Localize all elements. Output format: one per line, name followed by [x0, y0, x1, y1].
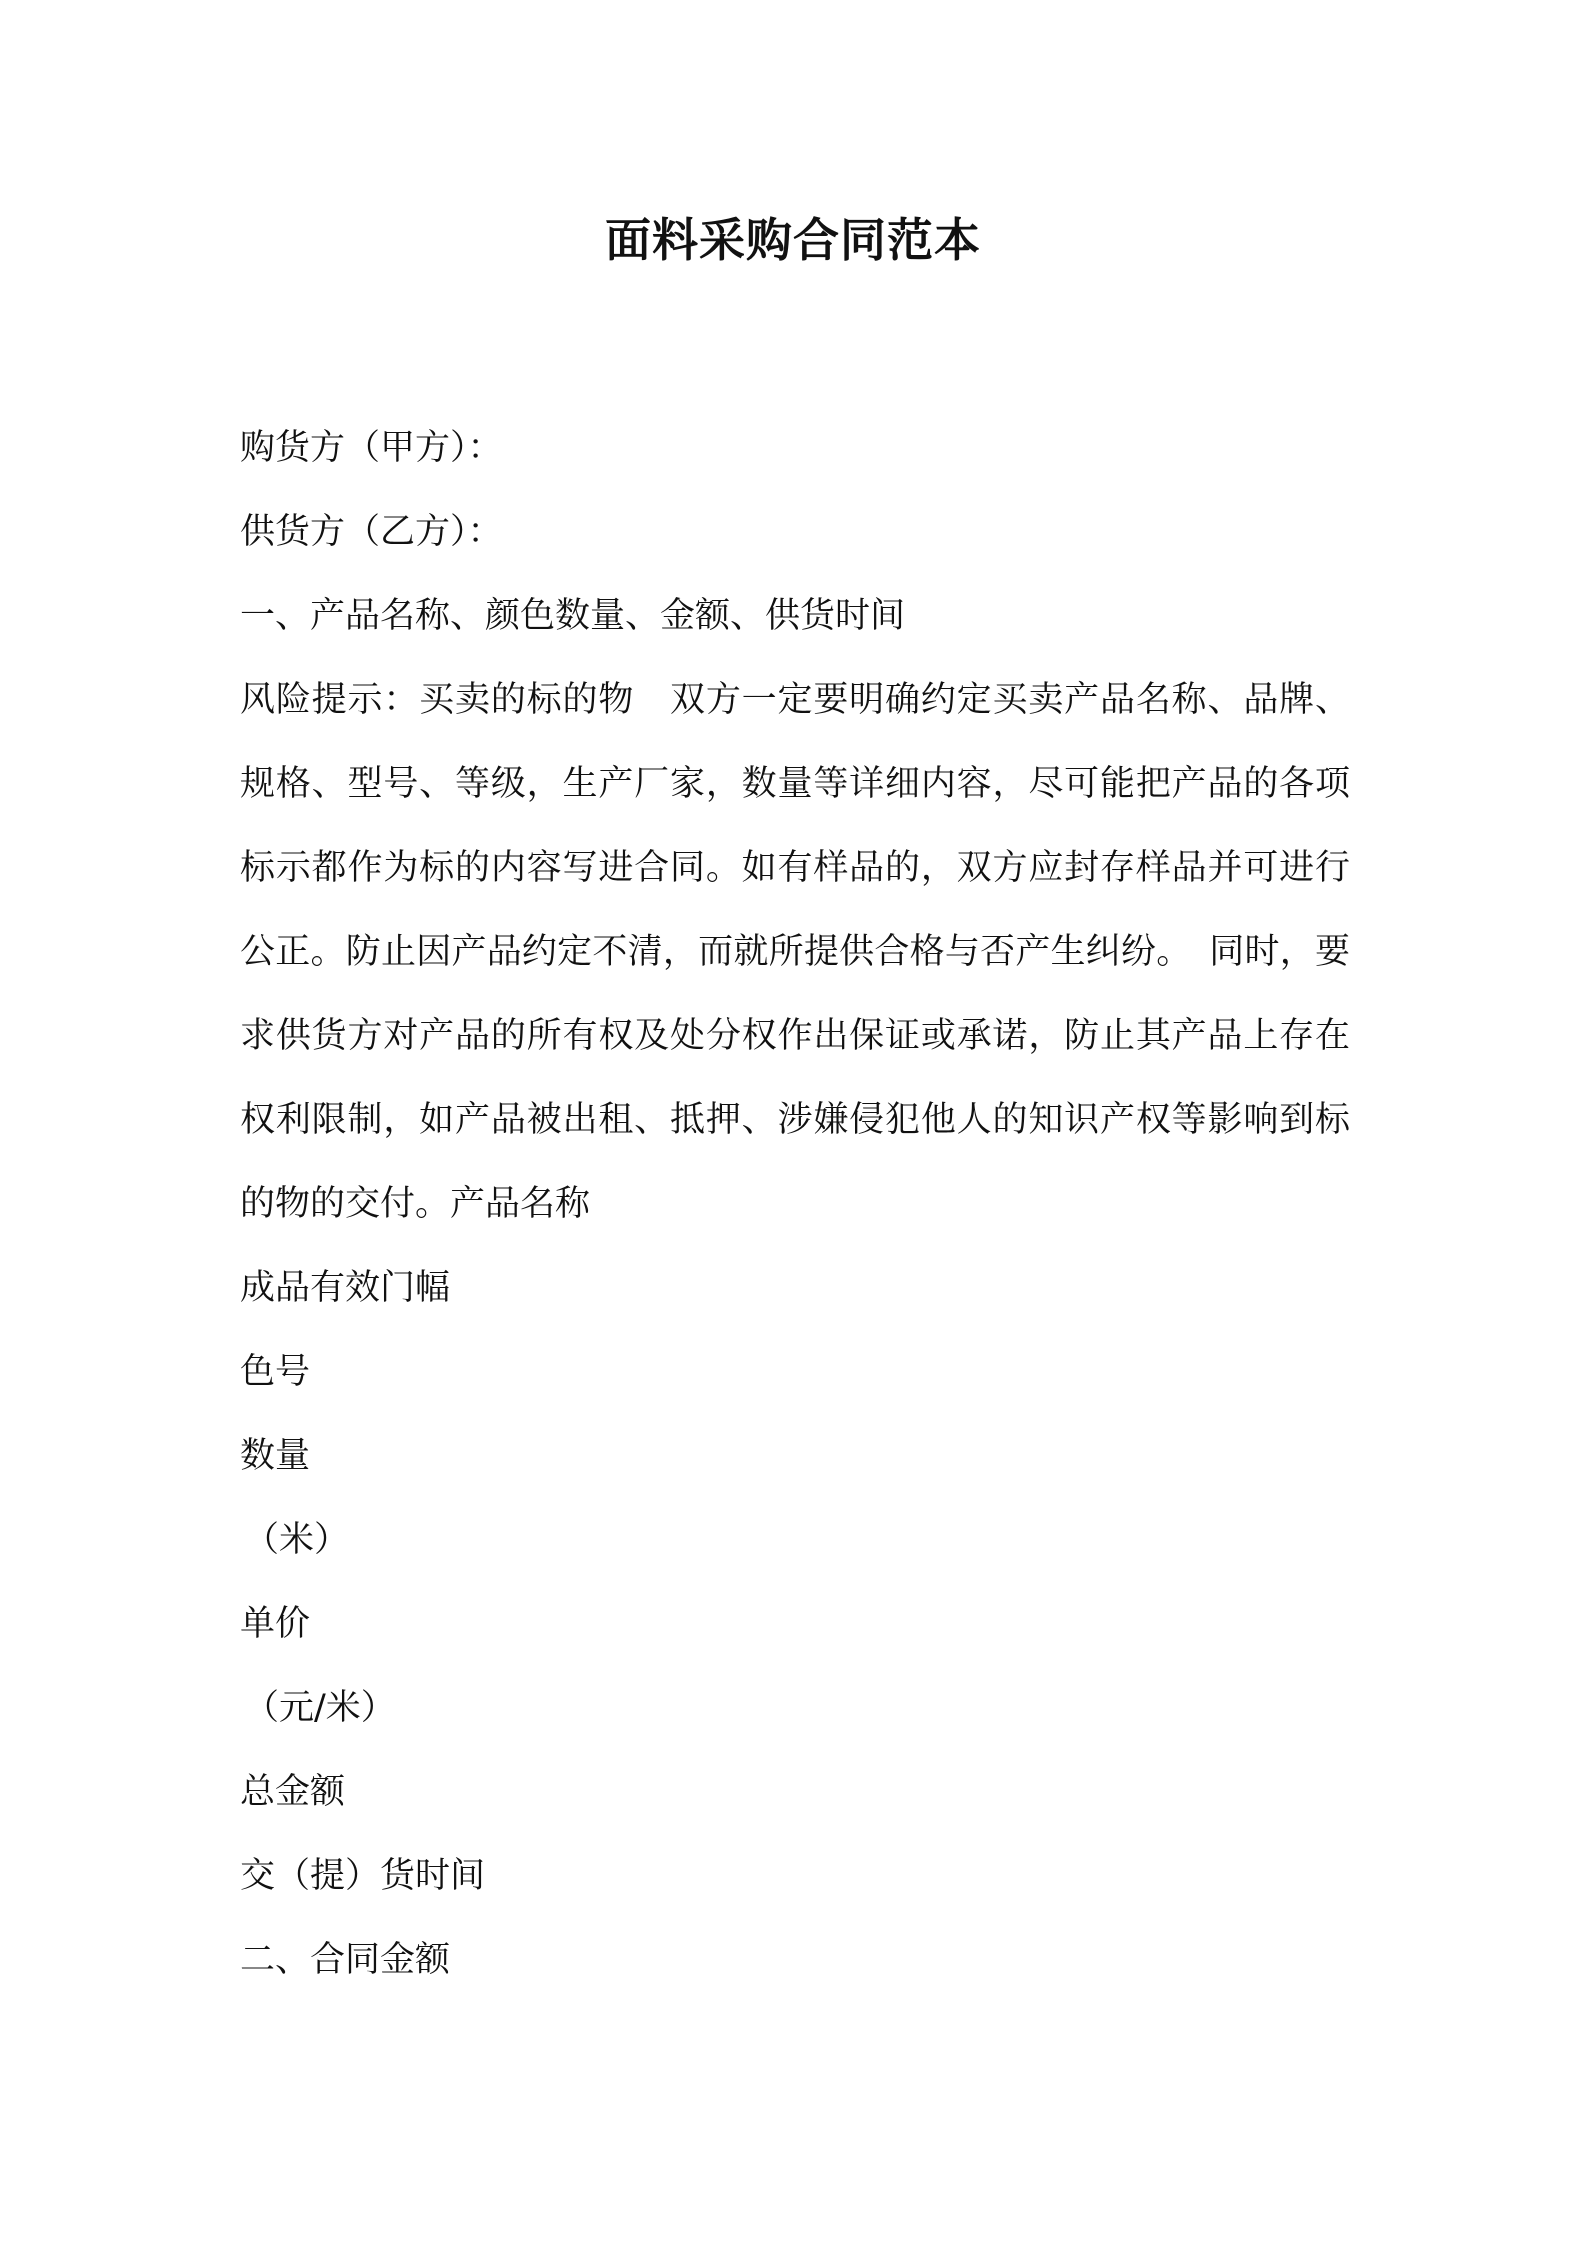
section-1-heading: 一、产品名称、颜色数量、金额、供货时间	[240, 596, 906, 636]
field-quantity: 数量	[240, 1436, 311, 1476]
risk-note-paragraph: 风险提示：买卖的标的物 双方一定要明确约定买卖产品名称、品牌、规格、型号、等级，生产厂家，数量等详细内容，尽可能把产品的各项标示都作为标的内容写进合同。如有样品的，双方应封存样品并可进行公正。防止因产品约定不清，而就所提供合格与否产生纠纷。 同时，要求供货方对产品的所有权及处分权作出保证或承诺，防止其产品上存在权利限制，如产品被出租、抵押、涉嫌侵犯他人的知识产权等影响到标的物的交付。产品名称	[240, 680, 1350, 1224]
field-effective-width: 成品有效门幅	[240, 1268, 451, 1308]
field-total-amount: 总金额	[240, 1772, 346, 1812]
document-body	[240, 406, 1350, 2002]
field-unit-price: 单价	[240, 1604, 311, 1644]
field-color-number: 色号	[240, 1352, 311, 1392]
field-delivery-time: 交（提）货时间	[240, 1856, 486, 1896]
supplier-label: 供货方（乙方）：	[240, 512, 503, 552]
section-2-heading: 二、合同金额	[240, 1940, 451, 1980]
field-quantity-unit: （米）	[244, 1520, 350, 1560]
buyer-label: 购货方（甲方）：	[240, 428, 503, 468]
field-unit-price-unit: （元/米）	[244, 1688, 396, 1728]
document-title: 面料采购合同范本	[605, 213, 981, 267]
